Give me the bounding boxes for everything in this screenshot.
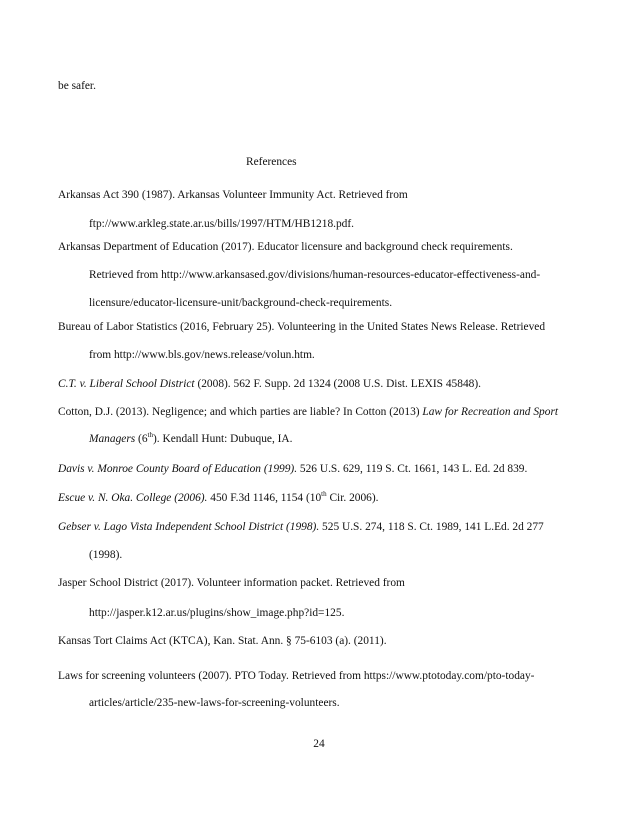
reference-entry-line: ftp://www.arkleg.state.ar.us/bills/1997/HTM/HB1218.pdf. [89,218,355,230]
book-title: Law for Recreation and Sport [422,406,559,418]
case-name: Davis v. Monroe County Board of Education (1999). [58,463,298,475]
reference-entry-line [0,405,638,419]
reference-entry-line: Arkansas Department of Education (2017). Educator licensure and background check requirements. [58,241,513,253]
reference-entry-line [0,491,638,505]
superscript: th [147,431,153,440]
references-heading: References [246,156,297,168]
reference-entry-line [0,520,638,534]
reference-entry-line: from http://www.bls.gov/news.release/volun.htm. [89,349,315,361]
reference-entry-line: licensure/educator-licensure-unit/background-check-requirements. [89,297,393,309]
reference-entry-line: Bureau of Labor Statistics (2016, February 25). Volunteering in the United States News Release. Retrieved [58,321,546,333]
citation: (6 [135,433,148,445]
superscript: th [321,490,327,499]
reference-entry-line: articles/article/235-new-laws-for-screening-volunteers. [89,697,340,709]
reference-entry-line [0,432,638,446]
reference-entry-line: Retrieved from http://www.arkansased.gov/divisions/human-resources-educator-effectiveness-and- [89,269,541,281]
reference-entry-line [0,377,638,391]
case-name: Escue v. N. Oka. College (2006). [58,492,208,504]
citation: ). Kendall Hunt: Dubuque, IA. [153,433,293,445]
reference-entry-line: Arkansas Act 390 (1987). Arkansas Volunteer Immunity Act. Retrieved from [58,189,408,201]
citation: 525 U.S. 274, 118 S. Ct. 1989, 141 L.Ed. 2d 277 [319,521,544,533]
reference-entry-line: Kansas Tort Claims Act (KTCA), Kan. Stat. Ann. § 75-6103 (a). (2011). [58,635,387,647]
continuation-text: be safer. [58,80,96,92]
page-number: 24 [313,738,325,750]
reference-entry-line: Laws for screening volunteers (2007). PTO Today. Retrieved from https://www.ptotoday.com/pto-today- [58,670,535,682]
citation: Cotton, D.J. (2013). Negligence; and which parties are liable? In Cotton (2013) [58,406,423,418]
reference-entry-line [0,462,638,476]
reference-entry-line: Jasper School District (2017). Volunteer information packet. Retrieved from [58,577,405,589]
citation: 526 U.S. 629, 119 S. Ct. 1661, 143 L. Ed. 2d 839. [297,463,528,475]
case-name: C.T. v. Liberal School District [58,378,195,390]
citation: (2008). 562 F. Supp. 2d 1324 (2008 U.S. Dist. LEXIS 45848). [194,378,481,390]
case-name: Gebser v. Lago Vista Independent School District (1998). [58,521,320,533]
reference-entry-line: (1998). [89,549,123,561]
reference-entry-line: http://jasper.k12.ar.us/plugins/show_image.php?id=125. [89,607,345,619]
book-title: Managers [89,433,136,445]
citation: 450 F.3d 1146, 1154 (10 [207,492,322,504]
citation: Cir. 2006). [326,492,379,504]
